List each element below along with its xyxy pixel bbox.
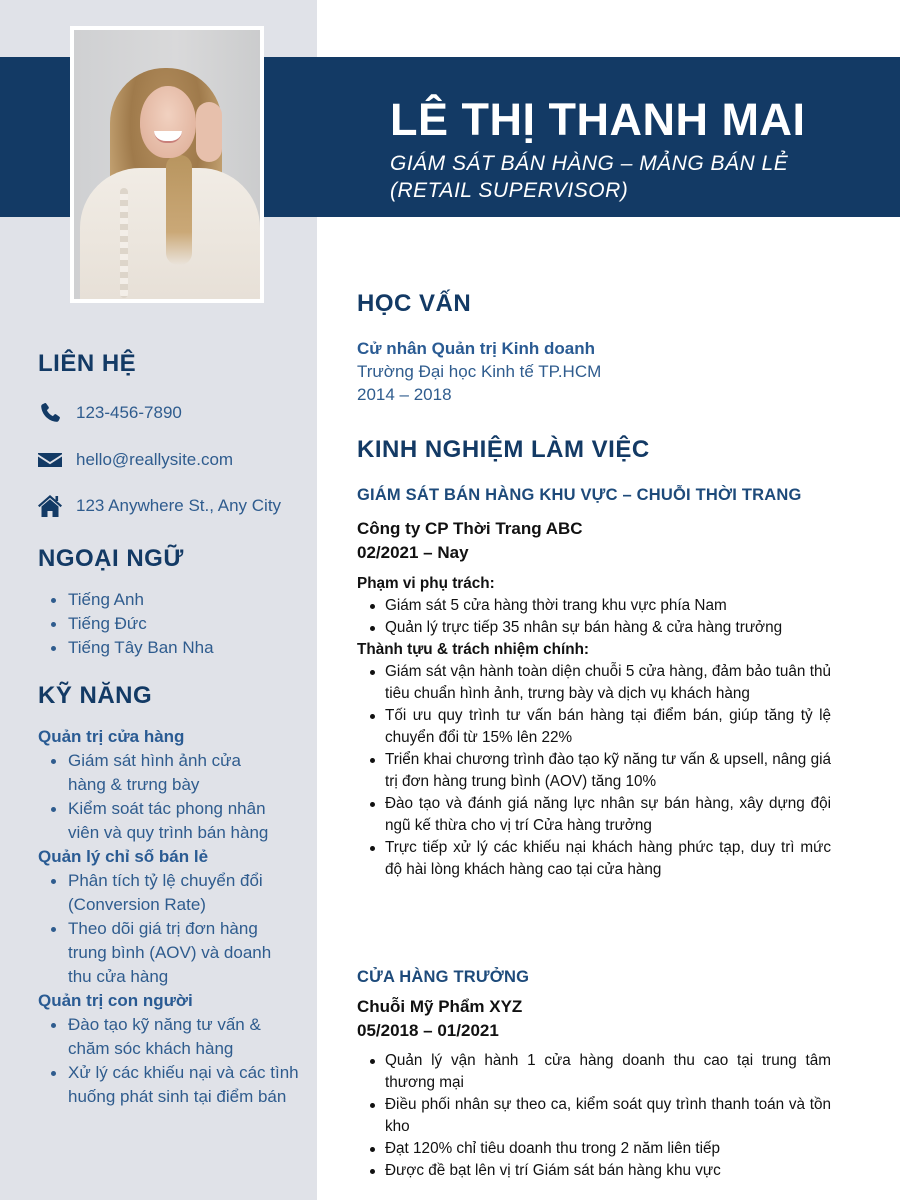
home-icon [37,493,63,519]
candidate-name: LÊ THỊ THANH MAI [390,94,806,145]
skill-item: Phân tích tỷ lệ chuyển đổi (Conversion Rate) [38,869,310,917]
job-title: GIÁM SÁT BÁN HÀNG KHU VỰC – CHUỖI THỜI TRANG [357,486,802,504]
skills-list [38,725,310,1109]
job-period: 05/2018 – 01/2021 [357,1021,499,1040]
skills-heading: KỸ NĂNG [38,682,153,709]
job-achievements-label: Thành tựu & trách nhiệm chính: [357,641,590,658]
skill-item: Theo dõi giá trị đơn hàng trung bình (AOV) và doanh thu cửa hàng [38,917,310,989]
job-meta [357,995,522,1043]
skill-group-title: Quản lý chỉ số bán lẻ [38,847,209,866]
education-entry [357,337,601,406]
job-company: Công ty CP Thời Trang ABC [357,519,583,538]
role-line-1: GIÁM SÁT BÁN HÀNG – MẢNG BÁN LẺ [390,152,789,175]
email-text: hello@reallysite.com [76,450,234,469]
language-item: Tiếng Anh [38,588,310,612]
phone-icon [37,400,63,426]
education-heading: HỌC VẤN [357,290,472,317]
job-details [357,573,831,881]
skill-item: Kiểm soát tác phong nhân viên và quy trình bán hàng [38,797,310,845]
job-meta [357,517,583,565]
job-company: Chuỗi Mỹ Phẩm XYZ [357,997,523,1016]
job-title: CỬA HÀNG TRƯỞNG [357,968,530,986]
languages-list [38,588,310,660]
skill-item: Đào tạo kỹ năng tư vấn & chăm sóc khách hàng [38,1013,310,1061]
phone-text: 123-456-7890 [76,403,182,422]
experience-heading: KINH NGHIỆM LÀM VIỆC [357,436,650,463]
role-line-2: (RETAIL SUPERVISOR) [390,179,629,202]
address-text: 123 Anywhere St., Any City [76,496,282,515]
languages-heading: NGOẠI NGỮ [38,545,184,572]
skill-group-title: Quản trị cửa hàng [38,727,185,746]
job-scope-item: Giám sát 5 cửa hàng thời trang khu vực phía Nam [357,595,831,617]
contact-email[interactable] [37,447,233,473]
skill-group-title: Quản trị con người [38,991,193,1010]
job-achievement-item: Được đề bạt lên vị trí Giám sát bán hàng khu vực [357,1160,831,1182]
candidate-role [390,150,860,204]
job-achievement-item: Điều phối nhân sự theo ca, kiểm soát quy trình thanh toán và tồn kho [357,1094,831,1138]
job-scope-item: Quản lý trực tiếp 35 nhân sự bán hàng & cửa hàng trưởng [357,617,831,639]
language-item: Tiếng Đức [38,612,310,636]
email-icon [37,447,63,473]
job-period: 02/2021 – Nay [357,543,469,562]
job-achievement-item: Đào tạo và đánh giá năng lực nhân sự bán hàng, xây dựng đội ngũ kế thừa cho vị trí Cửa hàng trưởng [357,793,831,837]
contact-address [37,493,281,519]
job-details [357,1050,831,1182]
job-achievement-item: Đạt 120% chỉ tiêu doanh thu trong 2 năm liên tiếp [357,1138,831,1160]
skill-item: Giám sát hình ảnh cửa hàng & trưng bày [38,749,310,797]
education-years: 2014 – 2018 [357,385,452,404]
job-scope-label: Phạm vi phụ trách: [357,575,495,592]
contact-heading: LIÊN HỆ [38,350,137,377]
skill-item: Xử lý các khiếu nại và các tình huống phát sinh tại điểm bán [38,1061,310,1109]
profile-photo-frame [70,26,264,303]
education-school: Trường Đại học Kinh tế TP.HCM [357,362,602,381]
job-achievement-item: Triển khai chương trình đào tạo kỹ năng tư vấn & upsell, nâng giá trị đơn hàng trung bình (AOV) tăng 10% [357,749,831,793]
job-achievement-item: Giám sát vận hành toàn diện chuỗi 5 cửa hàng, đảm bảo tuân thủ tiêu chuẩn hình ảnh, trưng bày và dịch vụ khách hàng [357,661,831,705]
education-degree: Cử nhân Quản trị Kinh doanh [357,339,596,358]
language-item: Tiếng Tây Ban Nha [38,636,310,660]
job-achievement-item: Trực tiếp xử lý các khiếu nại khách hàng phức tạp, duy trì mức độ hài lòng khách hàng cao tại cửa hàng [357,837,831,881]
profile-photo [74,30,260,299]
job-achievement-item: Tối ưu quy trình tư vấn bán hàng tại điểm bán, giúp tăng tỷ lệ chuyển đổi từ 15% lên 22% [357,705,831,749]
job-achievement-item: Quản lý vận hành 1 cửa hàng doanh thu cao tại trung tâm thương mại [357,1050,831,1094]
contact-phone[interactable] [37,400,182,426]
